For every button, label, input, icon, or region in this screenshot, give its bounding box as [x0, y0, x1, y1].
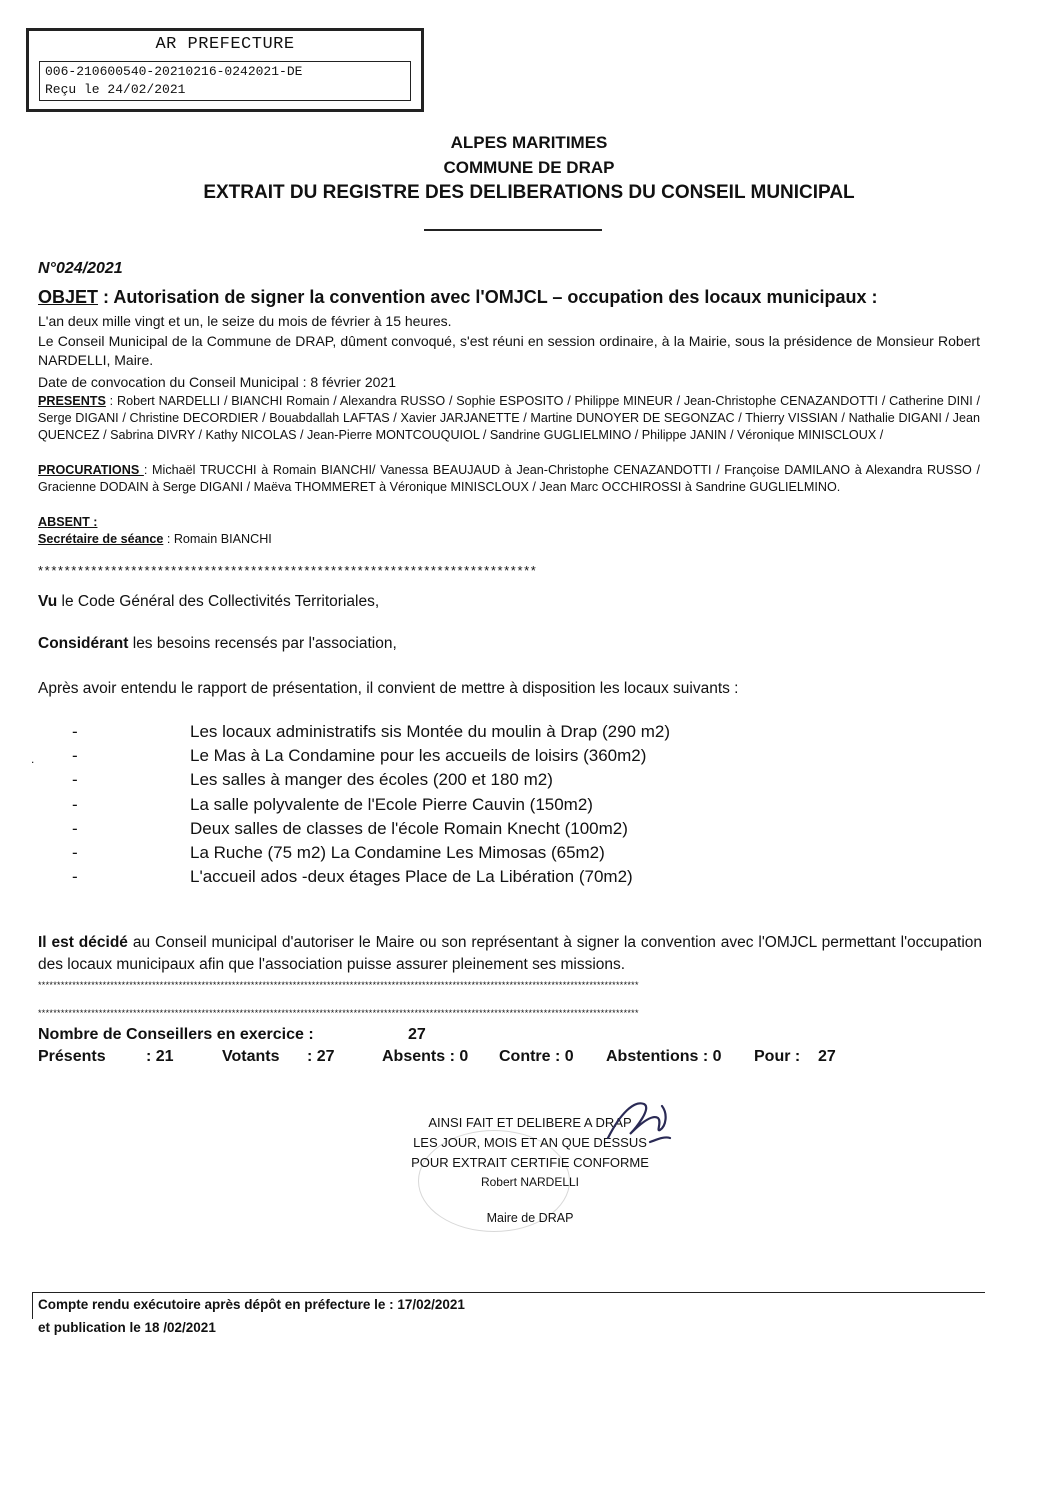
stamp-title: AR PREFECTURE [155, 35, 295, 54]
room-list [0, 722, 1058, 891]
considerant-text: les besoins recensés par l'association, [128, 635, 397, 652]
procurations-block [38, 462, 980, 496]
stray-mark: . [31, 752, 35, 766]
room-text: Les salles à manger des écoles (200 et 180 m2) [190, 770, 553, 790]
signature-line-3: POUR EXTRAIT CERTIFIE CONFORME [411, 1155, 649, 1170]
session-convened: Le Conseil Municipal de la Commune de DRAP, dûment convoqué, s'est réuni en session ordinaire, à la Mairie, sous la présidence de Monsieur Robert NARDELLI, Maire. [38, 333, 980, 368]
presents-tally-label: Présents [38, 1048, 106, 1065]
procurations-list: : Michaël TRUCCHI à Romain BIANCHI/ Vanessa BEAUJAUD à Jean-Christophe CENAZANDOTTI / Françoise DAMILANO à Alexandra RUSSO / Gracienne DODAIN à Serge DIGANI / Maëva THOMMERET à Véronique MINISCLOUX / Jean Marc OCCHIROSSI à Sandrine GUGLIELMINO. [38, 463, 980, 494]
list-dash: - [72, 867, 78, 887]
room-text: Le Mas à La Condamine pour les accueils de loisirs (360m2) [190, 746, 647, 766]
presents-list: : Robert NARDELLI / BIANCHI Romain / Alexandra RUSSO / Sophie ESPOSITO / Philippe MINEUR / Jean-Christophe CENAZANDOTTI / Catherine DINI / Serge DIGANI / Christine DECORDIER / Bouabdallah LAFTAS / Xavier JARJANETTE / Martine DUNOYER DE SEGONZAC / Thierry VISSIAN / Nathalie DIGANI / Jean QUENCEZ / Sabrina DIVRY / Kathy NICOLAS / Jean-Pierre MONTCOUQUIOL / Sandrine GUGLIELMINO / Philippe JANIN / Véronique MINISCLOUX / [38, 394, 980, 442]
room-text: Les locaux administratifs sis Montée du moulin à Drap (290 m2) [190, 722, 670, 741]
room-item [0, 819, 1058, 843]
room-text: Deux salles de classes de l'école Romain Knecht (100m2) [190, 818, 628, 838]
secretary-line [38, 531, 980, 548]
conseillers-label: Nombre de Conseillers en exercice : [38, 1026, 314, 1043]
objet-text: : Autorisation de signer la convention avec l'OMJCL – occupation des locaux municipaux : [98, 287, 878, 307]
session-date: L'an deux mille vingt et un, le seize du mois de février à 15 heures. [38, 313, 452, 329]
list-dash: - [72, 722, 78, 741]
conseillers-count: 27 [408, 1026, 426, 1043]
department-heading: ALPES MARITIMES [450, 133, 608, 152]
room-item [0, 867, 1058, 891]
signature-line-2: LES JOUR, MOIS ET AN QUE DESSUS [413, 1135, 647, 1150]
vu-paragraph [38, 591, 980, 613]
pour-label: Pour : [754, 1048, 801, 1065]
considerant-bold: Considérant [38, 635, 129, 652]
pour-tally: 27 [818, 1048, 836, 1065]
room-text: L'accueil ados -deux étages Place de La Libération (70m2) [190, 867, 633, 887]
secretary-name: : Romain BIANCHI [163, 532, 272, 546]
room-item [0, 746, 1058, 770]
list-dash: - [72, 770, 78, 790]
signatory-role: Maire de DRAP [486, 1211, 574, 1225]
signatory-name: Robert NARDELLI [480, 1175, 580, 1189]
stamp-details [39, 61, 411, 101]
presents-label: PRESENTS [38, 394, 106, 408]
list-dash: - [72, 842, 78, 862]
executory-notice: Compte rendu exécutoire après dépôt en préfecture le : 17/02/2021 [38, 1297, 465, 1312]
secretary-label: Secrétaire de séance [38, 532, 164, 546]
stamp-reference: 006-210600540-20210216-0242021-DE [45, 64, 303, 79]
absents-tally: Absents : 0 [382, 1048, 469, 1065]
convocation-date: Date de convocation du Conseil Municipal : 8 février 2021 [38, 374, 396, 390]
room-item [0, 722, 1058, 746]
objet-line [38, 287, 877, 308]
signature-line-1: AINSI FAIT ET DELIBERE A DRAP [428, 1115, 632, 1130]
separator-stars-small: ************************************************************************************************************************************************************** [38, 980, 639, 990]
absent-line [38, 514, 980, 531]
list-dash: - [72, 794, 78, 814]
votants-tally: : 27 [307, 1048, 335, 1065]
vu-text: le Code Général des Collectivités Territoriales, [57, 593, 380, 610]
decision-paragraph [38, 932, 982, 976]
objet-label: OBJET [38, 287, 99, 307]
room-item [0, 795, 1058, 819]
decision-bold: Il est décidé [38, 934, 128, 951]
apres-paragraph: Après avoir entendu le rapport de présentation, il convient de mettre à disposition les locaux suivants : [38, 680, 739, 697]
stamp-received-date: Reçu le 24/02/2021 [45, 82, 186, 97]
procurations-label: PROCURATIONS [38, 463, 144, 477]
room-item [0, 770, 1058, 794]
room-item [0, 843, 1058, 867]
room-text: La salle polyvalente de l'Ecole Pierre Cauvin (150m2) [190, 794, 593, 814]
decision-text: au Conseil municipal d'autoriser le Maire ou son représentant à signer la convention avec l'OMJCL permettant l'occupation des locaux municipaux afin que l'association puisse assurer pleinement ses missions. [38, 934, 982, 973]
room-text: La Ruche (75 m2) La Condamine Les Mimosas (65m2) [190, 842, 605, 862]
vu-bold: Vu [38, 593, 58, 610]
document-title: EXTRAIT DU REGISTRE DES DELIBERATIONS DU CONSEIL MUNICIPAL [203, 182, 855, 203]
commune-heading: COMMUNE DE DRAP [443, 158, 615, 177]
abstentions-tally: Abstentions : 0 [606, 1048, 722, 1065]
handwritten-signature [600, 1094, 680, 1154]
list-dash: - [72, 818, 78, 838]
deliberation-number: N°024/2021 [38, 260, 123, 277]
separator-stars-small-2: ************************************************************************************************************************************************************** [38, 1008, 639, 1018]
considerant-paragraph [38, 633, 980, 655]
contre-tally: Contre : 0 [499, 1048, 574, 1065]
votants-label: Votants [222, 1048, 280, 1065]
presents-block [38, 393, 980, 444]
title-divider [424, 229, 602, 231]
list-dash: - [72, 746, 78, 766]
separator-stars: *************************************************************************** [38, 563, 538, 578]
absent-label: ABSENT : [38, 515, 98, 529]
publication-notice: et publication le 18 /02/2021 [38, 1320, 216, 1335]
presents-tally: : 21 [146, 1048, 174, 1065]
prefecture-stamp [26, 28, 424, 112]
